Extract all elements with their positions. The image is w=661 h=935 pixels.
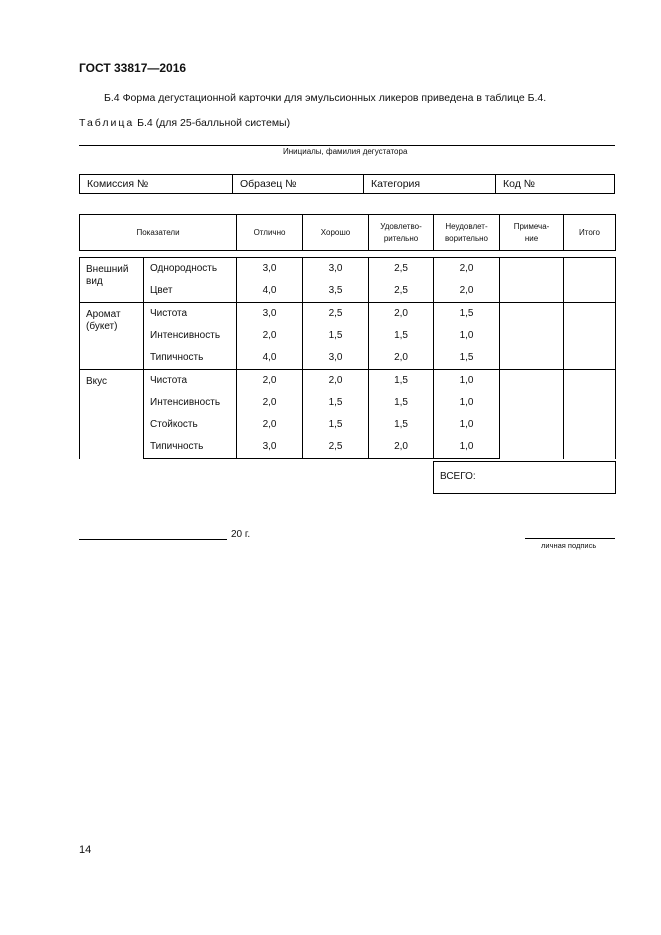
score-excellent: 3,0 xyxy=(237,258,303,281)
total-cell[interactable] xyxy=(564,303,616,370)
score-unsatisfactory: 2,0 xyxy=(434,280,500,303)
group-name-appearance xyxy=(80,258,144,303)
date-line[interactable] xyxy=(79,539,227,540)
taster-name-line[interactable] xyxy=(79,145,615,146)
header-satisfactory-line2: рительно xyxy=(383,233,419,243)
code-field[interactable]: Код № xyxy=(496,175,615,194)
info-row-table xyxy=(79,174,615,194)
header-unsatisfactory-line1: Неудовлет- xyxy=(445,221,488,231)
group-name-aroma xyxy=(80,303,144,370)
header-excellent: Отлично xyxy=(237,215,303,251)
indicator-label: Интенсивность xyxy=(144,325,237,347)
group-appearance xyxy=(80,258,616,281)
header-total: Итого xyxy=(564,215,616,251)
group-name-taste xyxy=(80,370,144,459)
indicator-label: Интенсивность xyxy=(144,392,237,414)
score-good: 2,0 xyxy=(303,370,369,393)
score-unsatisfactory: 1,0 xyxy=(434,414,500,436)
score-excellent: 3,0 xyxy=(237,436,303,459)
score-excellent: 2,0 xyxy=(237,392,303,414)
group-name-line2: (букет) xyxy=(86,321,118,332)
score-excellent: 2,0 xyxy=(237,370,303,393)
score-unsatisfactory: 1,0 xyxy=(434,325,500,347)
indicator-label: Типичность xyxy=(144,347,237,370)
indicator-label: Стойкость xyxy=(144,414,237,436)
score-unsatisfactory: 2,0 xyxy=(434,258,500,281)
score-unsatisfactory: 1,0 xyxy=(434,392,500,414)
score-excellent: 3,0 xyxy=(237,303,303,326)
score-satisfactory: 1,5 xyxy=(369,370,434,393)
score-satisfactory: 2,5 xyxy=(369,258,434,281)
group-name-line1: Аромат xyxy=(86,309,121,320)
header-note xyxy=(500,215,564,251)
note-cell[interactable] xyxy=(500,258,564,303)
score-satisfactory: 2,0 xyxy=(369,303,434,326)
date-suffix: 20 г. xyxy=(231,529,251,540)
group-name-line1: Внешний xyxy=(86,264,129,275)
header-satisfactory xyxy=(369,215,434,251)
header-satisfactory-line1: Удовлетво- xyxy=(380,221,422,231)
header-indicators: Показатели xyxy=(80,215,237,251)
indicator-label: Типичность xyxy=(144,436,237,459)
commission-field[interactable]: Комиссия № xyxy=(80,175,233,194)
score-unsatisfactory: 1,5 xyxy=(434,347,500,370)
group-name-line2: вид xyxy=(86,276,103,287)
score-good: 3,0 xyxy=(303,258,369,281)
note-cell[interactable] xyxy=(500,303,564,370)
score-excellent: 4,0 xyxy=(237,280,303,303)
score-good: 3,5 xyxy=(303,280,369,303)
score-good: 1,5 xyxy=(303,414,369,436)
score-excellent: 2,0 xyxy=(237,414,303,436)
header-unsatisfactory xyxy=(434,215,500,251)
header-note-line2: ние xyxy=(524,233,539,243)
score-satisfactory: 1,5 xyxy=(369,325,434,347)
score-good: 1,5 xyxy=(303,325,369,347)
indicator-label: Цвет xyxy=(144,280,237,303)
taster-label: Инициалы, фамилия дегустатора xyxy=(283,147,408,156)
signature-line[interactable] xyxy=(525,538,615,539)
indicator-label: Чистота xyxy=(144,303,237,326)
score-good: 2,5 xyxy=(303,303,369,326)
group-name-line1: Вкус xyxy=(86,376,108,387)
score-good: 1,5 xyxy=(303,392,369,414)
header-good: Хорошо xyxy=(303,215,369,251)
category-field[interactable]: Категория xyxy=(364,175,496,194)
header-unsatisfactory-line2: ворительно xyxy=(445,233,489,243)
total-cell[interactable] xyxy=(564,258,616,303)
total-cell[interactable] xyxy=(564,370,616,459)
page-number: 14 xyxy=(79,844,92,856)
group-aroma xyxy=(80,303,616,326)
tasting-score-table xyxy=(79,214,616,459)
caption-rest: Б.4 (для 25-балльной системы) xyxy=(137,117,291,129)
indicator-label: Однородность xyxy=(144,258,237,281)
score-unsatisfactory: 1,5 xyxy=(434,303,500,326)
score-satisfactory: 2,5 xyxy=(369,280,434,303)
table-caption xyxy=(79,117,290,129)
score-unsatisfactory: 1,0 xyxy=(434,436,500,459)
document-standard-title: ГОСТ 33817—2016 xyxy=(79,61,187,75)
indicator-label: Чистота xyxy=(144,370,237,393)
score-excellent: 2,0 xyxy=(237,325,303,347)
intro-paragraph: Б.4 Форма дегустационной карточки для эмульсионных ликеров приведена в таблице Б.4. xyxy=(104,92,547,104)
score-satisfactory: 2,0 xyxy=(369,347,434,370)
score-satisfactory: 2,0 xyxy=(369,436,434,459)
score-satisfactory: 1,5 xyxy=(369,392,434,414)
score-satisfactory: 1,5 xyxy=(369,414,434,436)
signature-label: личная подпись xyxy=(541,541,597,550)
table-header-row xyxy=(80,215,616,251)
group-taste xyxy=(80,370,616,393)
header-note-line1: Примеча- xyxy=(513,221,550,231)
caption-word: Таблица xyxy=(79,117,135,129)
score-good: 2,5 xyxy=(303,436,369,459)
score-unsatisfactory: 1,0 xyxy=(434,370,500,393)
score-excellent: 4,0 xyxy=(237,347,303,370)
sample-field[interactable]: Образец № xyxy=(233,175,364,194)
grand-total-label: ВСЕГО: xyxy=(440,471,476,482)
note-cell[interactable] xyxy=(500,370,564,459)
score-good: 3,0 xyxy=(303,347,369,370)
